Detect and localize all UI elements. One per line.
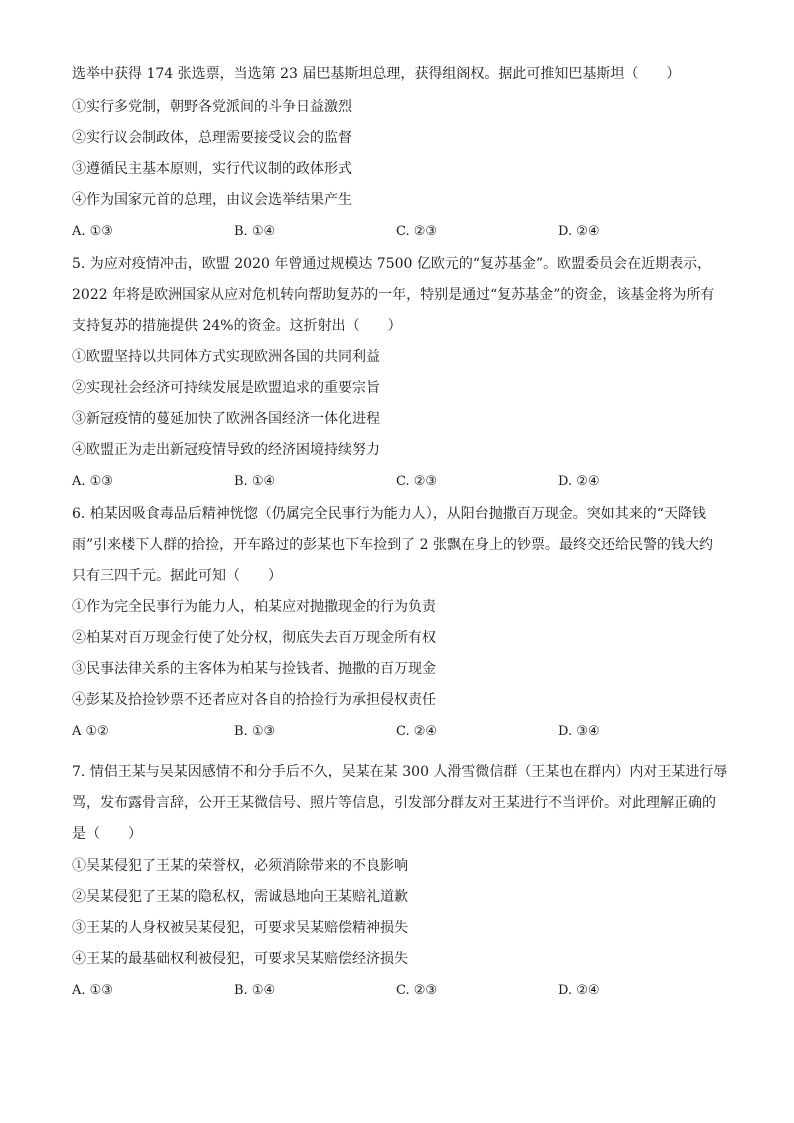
q7-option-3: ③王某的人身权被吴某侵犯，可要求吴某赔偿精神损失 <box>72 920 408 936</box>
q6-choice-d: D. ③④ <box>558 724 600 739</box>
q6-choice-c: C. ②④ <box>396 724 438 739</box>
q7-choice-a: A. ①③ <box>72 983 113 998</box>
q7-choice-c: C. ②③ <box>396 983 438 998</box>
q5-choices <box>72 472 722 492</box>
q4-choices <box>72 222 722 242</box>
q4-option-2: ②实行议会制政体，总理需要接受议会的监督 <box>72 130 352 146</box>
q7-stem-line-2: 骂，发布露骨言辞，公开王某微信号、照片等信息，引发部分群友对王某进行不当评价。对此理解正确的 <box>72 795 716 811</box>
q7-option-1: ①吴某侵犯了王某的荣誉权，必须消除带来的不良影响 <box>72 858 408 874</box>
q4-choice-b: B. ①④ <box>234 224 276 239</box>
q4-choice-d: D. ②④ <box>558 224 600 239</box>
q4-choice-a: A. ①③ <box>72 224 113 239</box>
q6-choice-b: B. ①③ <box>234 724 276 739</box>
q5-choice-b: B. ①④ <box>234 474 276 489</box>
q7-choice-b: B. ①④ <box>234 983 276 998</box>
q5-option-1: ①欧盟坚持以共同体方式实现欧洲各国的共同利益 <box>72 349 380 365</box>
q6-option-4: ④彭某及拾捡钞票不还者应对各自的拾捡行为承担侵权责任 <box>72 692 436 708</box>
q7-stem-line-1: 7. 情侣王某与吴某因感情不和分手后不久，吴某在某 300 人滑雪微信群（王某也在群内）内对王某进行辱 <box>72 764 728 780</box>
q5-stem-line-3: 支持复苏的措施提供 24%的资金。这折射出（ ） <box>72 318 402 334</box>
q6-option-3: ③民事法律关系的主客体为柏某与捡钱者、抛撒的百万现金 <box>72 661 436 677</box>
q4-stem-line: 选举中获得 174 张选票，当选第 23 届巴基斯坦总理，获得组阁权。据此可推知巴基斯坦（ ） <box>72 66 681 82</box>
q5-choice-a: A. ①③ <box>72 474 113 489</box>
q5-stem-line-1: 5. 为应对疫情冲击，欧盟 2020 年曾通过规模达 7500 亿欧元的“复苏基金”。欧盟委员会在近期表示， <box>72 256 712 272</box>
q4-option-3: ③遵循民主基本原则，实行代议制的政体形式 <box>72 161 352 177</box>
q6-stem-line-1: 6. 柏某因吸食毒品后精神恍惚（仍属完全民事行为能力人），从阳台抛撒百万现金。突如其来的“天降钱 <box>72 506 706 522</box>
q4-option-1: ①实行多党制，朝野各党派间的斗争日益激烈 <box>72 99 352 115</box>
q5-choice-c: C. ②③ <box>396 474 438 489</box>
q6-stem-line-3: 只有三四千元。据此可知（ ） <box>72 568 282 584</box>
q7-choices <box>72 981 722 1001</box>
q6-choices <box>72 722 722 742</box>
q5-choice-d: D. ②④ <box>558 474 600 489</box>
q4-choice-c: C. ②③ <box>396 224 438 239</box>
q5-stem-line-2: 2022 年将是欧洲国家从应对危机转向帮助复苏的一年，特别是通过“复苏基金”的资金，该基金将为所有 <box>72 287 715 303</box>
q5-option-4: ④欧盟正为走出新冠疫情导致的经济困境持续努力 <box>72 442 380 458</box>
q5-option-2: ②实现社会经济可持续发展是欧盟追求的重要宗旨 <box>72 380 380 396</box>
q6-stem-line-2: 雨”引来楼下人群的拾捡，开车路过的彭某也下车捡到了 2 张飘在身上的钞票。最终交还给民警的钱大约 <box>72 537 713 553</box>
q7-option-2: ②吴某侵犯了王某的隐私权，需诚恳地向王某赔礼道歉 <box>72 889 408 905</box>
q6-choice-a: A ①② <box>72 724 109 739</box>
q5-option-3: ③新冠疫情的蔓延加快了欧洲各国经济一体化进程 <box>72 411 380 427</box>
q7-choice-d: D. ②④ <box>558 983 600 998</box>
q7-stem-line-3: 是（ ） <box>72 826 142 842</box>
q4-option-4: ④作为国家元首的总理，由议会选举结果产生 <box>72 192 352 208</box>
q6-option-2: ②柏某对百万现金行使了处分权，彻底失去百万现金所有权 <box>72 630 436 646</box>
q6-option-1: ①作为完全民事行为能力人，柏某应对抛撒现金的行为负责 <box>72 599 436 615</box>
q7-option-4: ④王某的最基础权利被侵犯，可要求吴某赔偿经济损失 <box>72 951 408 967</box>
